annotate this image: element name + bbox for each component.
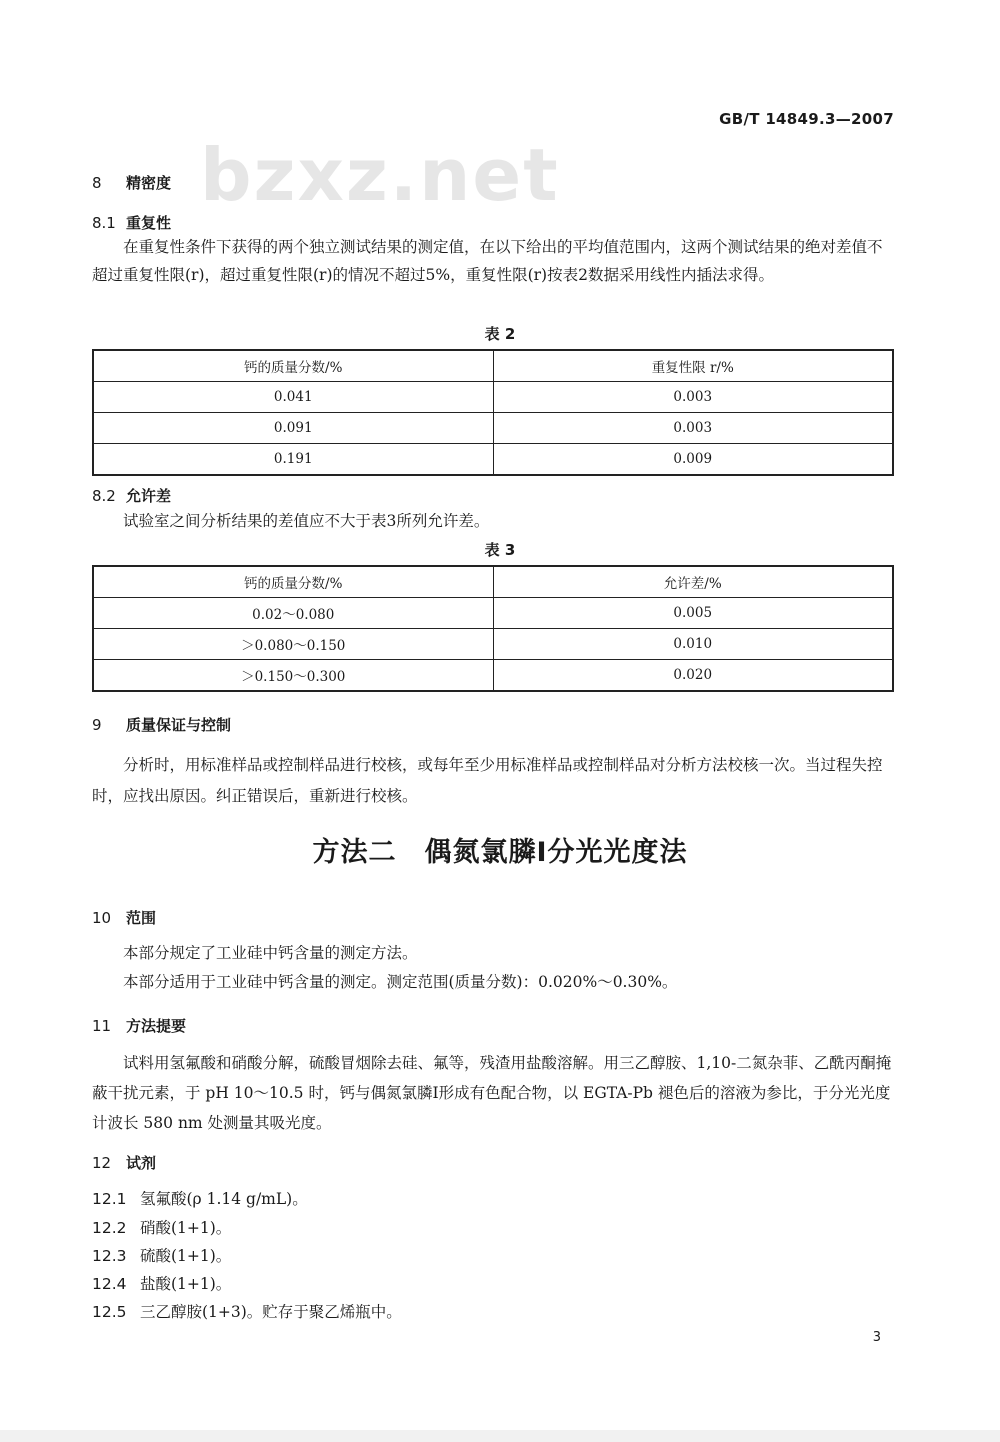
table-row: [93, 382, 893, 413]
reagent-item: [92, 1244, 231, 1266]
section-title: 方法提要: [126, 1017, 187, 1035]
section-number: 8.1: [92, 214, 116, 232]
section-title: 允许差: [126, 487, 172, 505]
section-8-2-paragraph: 试验室之间分析结果的差值应不大于表3所列允许差。: [123, 512, 490, 530]
reagent-text: 硫酸(1+1)。: [140, 1247, 232, 1265]
table-cell: 0.191: [93, 444, 493, 476]
section-number: 8: [92, 174, 102, 192]
table-3: [92, 565, 894, 692]
table-row: [93, 660, 893, 692]
reagent-text: 盐酸(1+1)。: [140, 1275, 232, 1293]
section-9-heading: [92, 714, 231, 735]
section-8-1-paragraph: 在重复性条件下获得的两个独立测试结果的测定值，在以下给出的平均值范围内，这两个测试结果的绝对差值不超过重复性限(r)，超过重复性限(r)的情况不超过5%，重复性限(r)按表2数据采用线性内插法求得。: [92, 238, 883, 284]
section-title: 精密度: [126, 174, 172, 192]
reagent-item: [92, 1272, 231, 1294]
table-2-caption: 表 2: [484, 325, 516, 343]
reagent-text: 三乙醇胺(1+3)。贮存于聚乙烯瓶中。: [140, 1303, 402, 1321]
reagent-number: 12.2: [92, 1219, 127, 1237]
table-cell: 0.02～0.080: [93, 598, 493, 629]
reagent-item: [92, 1216, 231, 1238]
section-number: 8.2: [92, 487, 116, 505]
section-8-2-heading: [92, 485, 171, 506]
reagent-number: 12.5: [92, 1303, 127, 1321]
table-header-row: [93, 350, 893, 382]
section-title: 试剂: [126, 1154, 157, 1172]
method-2-title: 方法二 偶氮氯膦Ⅰ分光光度法: [312, 837, 688, 868]
reagent-text: 氢氟酸(ρ 1.14 g/mL)。: [140, 1190, 308, 1208]
reagent-number: 12.1: [92, 1190, 127, 1208]
table-cell: ＞0.150～0.300: [93, 660, 493, 692]
section-9-paragraph: 分析时，用标准样品或控制样品进行校核，或每年至少用标准样品或控制样品对分析方法校核一次。当过程失控时，应找出原因。纠正错误后，重新进行校核。: [92, 756, 883, 805]
section-number: 11: [92, 1017, 112, 1035]
table-row: [93, 413, 893, 444]
watermark: bzxz.net: [200, 133, 560, 217]
section-number: 9: [92, 716, 102, 734]
section-11-heading: [92, 1015, 186, 1036]
table-cell: 0.005: [493, 598, 893, 629]
table-row: [93, 598, 893, 629]
page-number: 3: [872, 1330, 881, 1345]
reagent-number: 12.3: [92, 1247, 127, 1265]
section-8-heading: [92, 172, 171, 193]
table-cell: 0.003: [493, 382, 893, 413]
table-2: [92, 349, 894, 476]
standard-number: GB/T 14849.3—2007: [719, 110, 894, 128]
table-header-cell: 钙的质量分数/%: [93, 566, 493, 598]
section-title: 质量保证与控制: [126, 716, 232, 734]
reagent-text: 硝酸(1+1)。: [140, 1219, 232, 1237]
section-title: 范围: [126, 909, 157, 927]
reagent-item: [92, 1300, 402, 1322]
section-number: 12: [92, 1154, 112, 1172]
table-header-cell: 重复性限 r/%: [493, 350, 893, 382]
section-title: 重复性: [126, 214, 172, 232]
table-header-cell: 钙的质量分数/%: [93, 350, 493, 382]
section-number: 10: [92, 909, 112, 927]
table-row: [93, 629, 893, 660]
section-11-paragraph: 试料用氢氟酸和硝酸分解，硫酸冒烟除去硅、氟等，残渣用盐酸溶解。用三乙醇胺、1,10-二氮杂菲、乙酰丙酮掩蔽干扰元素，于 pH 10～10.5 时，钙与偶氮氯膦Ⅰ形成有色配合物，以 EGTA-Pb 褪色后的溶液为参比，于分光光度计波长 580 nm 处测量其吸光度。: [92, 1054, 892, 1132]
table-3-caption: 表 3: [484, 541, 516, 559]
reagent-number: 12.4: [92, 1275, 127, 1293]
table-cell: ＞0.080～0.150: [93, 629, 493, 660]
table-header-cell: 允许差/%: [493, 566, 893, 598]
section-10-paragraph-1: 本部分规定了工业硅中钙含量的测定方法。: [123, 944, 418, 962]
table-cell: 0.041: [93, 382, 493, 413]
section-8-1-heading: [92, 212, 171, 233]
table-cell: 0.020: [493, 660, 893, 692]
table-cell: 0.091: [93, 413, 493, 444]
table-cell: 0.009: [493, 444, 893, 476]
table-row: [93, 444, 893, 476]
section-10-heading: [92, 907, 156, 928]
table-cell: 0.010: [493, 629, 893, 660]
reagent-item: [92, 1187, 308, 1209]
table-header-row: [93, 566, 893, 598]
section-12-heading: [92, 1152, 156, 1173]
section-10-paragraph-2: 本部分适用于工业硅中钙含量的测定。测定范围(质量分数)：0.020%～0.30%。: [123, 973, 678, 991]
scan-edge: [0, 1430, 1000, 1442]
table-cell: 0.003: [493, 413, 893, 444]
